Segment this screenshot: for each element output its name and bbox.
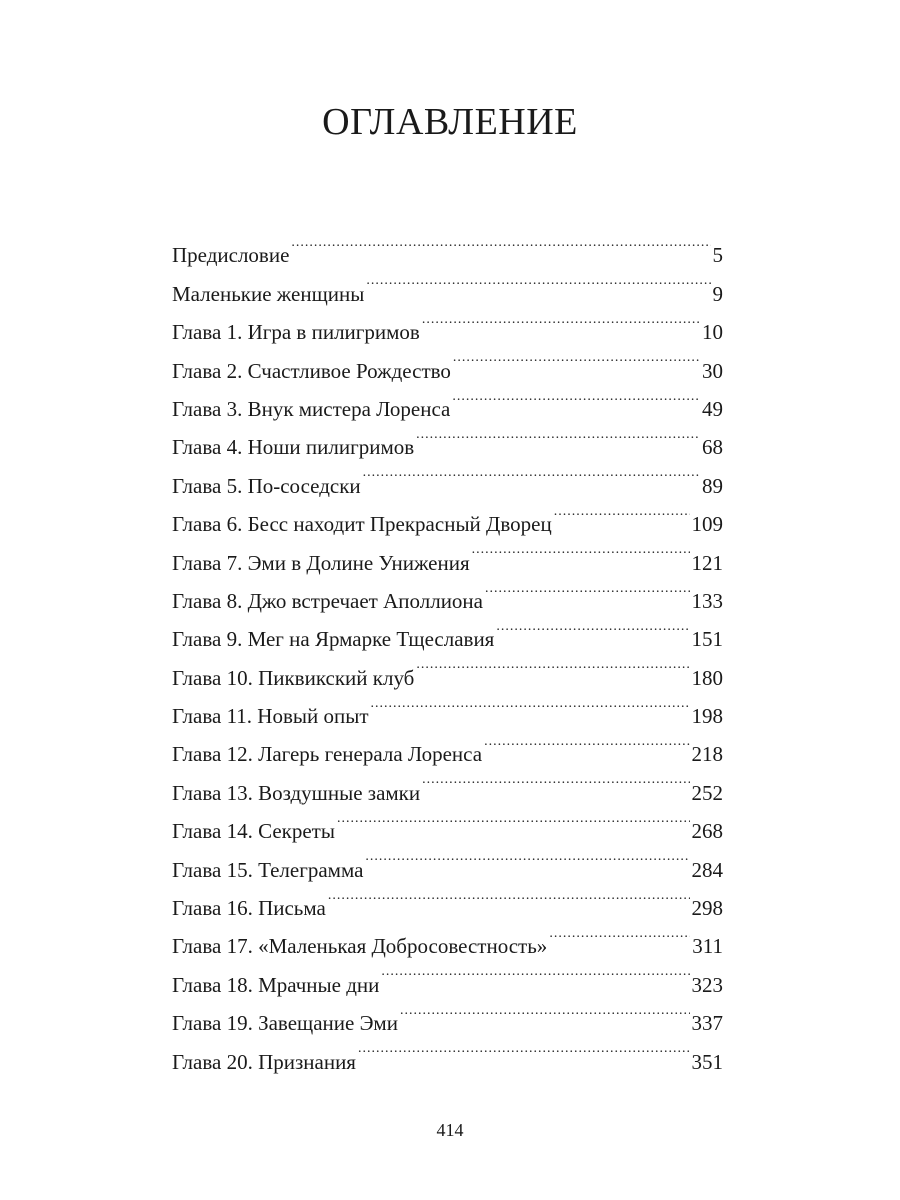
- toc-entry-page: 109: [691, 512, 723, 537]
- toc-leader-dots: [472, 531, 690, 569]
- toc-leader-dots: [363, 454, 700, 492]
- toc-entry-title: Глава 17. «Маленькая Добросовестность»: [172, 934, 548, 959]
- toc-entry-title: Глава 11. Новый опыт: [172, 704, 369, 729]
- toc-entry-page: 49: [702, 396, 723, 421]
- toc-entry-title: Глава 1. Игра в пилигримов: [172, 320, 420, 345]
- toc-entry-title: Глава 18. Мрачные дни: [172, 972, 380, 997]
- toc-entry-title: Глава 12. Лагерь генерала Лоренса: [172, 742, 483, 767]
- toc-entry-title: Глава 8. Джо встречает Аполлиона: [172, 588, 483, 613]
- toc-entry-page: 89: [702, 473, 723, 498]
- toc-leader-dots: [484, 723, 689, 761]
- toc-entry-page: 9: [712, 281, 723, 306]
- toc-entry-page: 68: [702, 435, 723, 460]
- toc-entry-page: 252: [691, 780, 723, 805]
- toc-entry-title: Глава 20. Признания: [172, 1049, 356, 1074]
- toc-leader-dots: [422, 301, 700, 339]
- toc-entry-page: 311: [692, 934, 723, 959]
- toc-entry-page: 298: [691, 896, 723, 921]
- toc-entry-page: 133: [691, 588, 723, 613]
- toc-entry-page: 337: [691, 1011, 723, 1036]
- toc-entry-title: Глава 13. Воздушные замки: [172, 780, 421, 805]
- toc-entry-title: Глава 16. Письма: [172, 896, 326, 921]
- toc-entry-page: 30: [702, 358, 723, 383]
- toc-entry-page: 180: [691, 665, 723, 690]
- toc-entry-page: 121: [691, 550, 723, 575]
- toc-entry-title: Глава 3. Внук мистера Лоренса: [172, 396, 451, 421]
- toc-leader-dots: [416, 646, 689, 684]
- toc-entry-page: 268: [691, 819, 723, 844]
- toc-leader-dots: [371, 685, 690, 723]
- toc-leader-dots: [358, 1030, 690, 1068]
- toc-leader-dots: [554, 493, 690, 531]
- toc-entry-page: 284: [691, 857, 723, 882]
- toc-entry-title: Глава 4. Ноши пилигримов: [172, 435, 415, 460]
- toc-leader-dots: [453, 339, 700, 377]
- table-of-contents: [172, 224, 723, 1074]
- toc-entry-title: Глава 2. Счастливое Рождество: [172, 358, 451, 383]
- toc-leader-dots: [452, 378, 700, 416]
- toc-entry-title: Глава 9. Мег на Ярмарке Тщеславия: [172, 627, 495, 652]
- toc-entry-title: Маленькие женщины: [172, 281, 365, 306]
- toc-leader-dots: [328, 877, 690, 915]
- toc-entry-page: 5: [712, 243, 723, 268]
- toc-entry[interactable]: [172, 224, 723, 268]
- toc-leader-dots: [485, 570, 690, 608]
- toc-leader-dots: [366, 262, 710, 300]
- toc-leader-dots: [549, 915, 690, 953]
- toc-entry-title: Глава 15. Телеграмма: [172, 857, 364, 882]
- toc-entry-page: 323: [691, 972, 723, 997]
- toc-entry-title: Глава 10. Пиквикский клуб: [172, 665, 415, 690]
- toc-entry-title: Предисловие: [172, 243, 290, 268]
- toc-leader-dots: [365, 838, 689, 876]
- page-folio: 414: [436, 1120, 464, 1140]
- toc-entry-page: 351: [691, 1049, 723, 1074]
- toc-leader-dots: [291, 224, 710, 262]
- toc-leader-dots: [496, 608, 689, 646]
- toc-entry-page: 218: [691, 742, 723, 767]
- toc-leader-dots: [400, 992, 690, 1030]
- toc-entry-title: Глава 5. По-соседски: [172, 473, 361, 498]
- toc-entry-page: 10: [702, 320, 723, 345]
- toc-leader-dots: [416, 416, 700, 454]
- toc-entry-page: 151: [691, 627, 723, 652]
- toc-entry-page: 198: [691, 704, 723, 729]
- toc-entry-title: Глава 19. Завещание Эми: [172, 1011, 398, 1036]
- toc-entry-title: Глава 7. Эми в Долине Унижения: [172, 550, 470, 575]
- toc-entry-title: Глава 6. Бесс находит Прекрасный Дворец: [172, 512, 552, 537]
- toc-leader-dots: [422, 761, 689, 799]
- toc-entry-title: Глава 14. Секреты: [172, 819, 335, 844]
- toc-leader-dots: [337, 800, 690, 838]
- toc-leader-dots: [381, 953, 689, 991]
- toc-heading: ОГЛАВЛЕНИЕ: [322, 101, 578, 143]
